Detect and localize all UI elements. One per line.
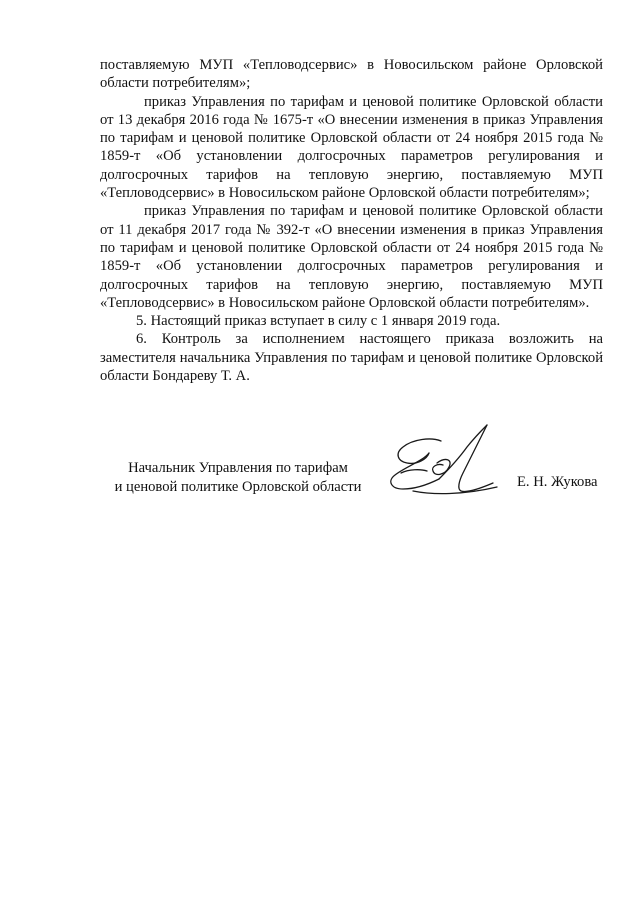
- handwritten-signature: [383, 423, 503, 513]
- paragraph-order-1675: приказ Управления по тарифам и ценовой политике Орловской области от 13 декабря 2016 года № 1675-т «О внесении изменения в приказ Управления по тарифам и ценовой политике Орловской области от 24 ноября 2015 года № 1859-т «Об установлении долгосрочных параметров регулирования и долгосрочных тарифов на тепловую энергию, поставляемую МУП «Тепловодсервис» в Новосильском районе Орловской области потребителям»;: [100, 93, 603, 202]
- document-body: [100, 56, 603, 385]
- paragraph-order-392: приказ Управления по тарифам и ценовой политике Орловской области от 11 декабря 2017 года № 392-т «О внесении изменения в приказ Управления по тарифам и ценовой политике Орловской области от 24 ноября 2015 года № 1859-т «Об установлении долгосрочных параметров регулирования и долгосрочных тарифов на тепловую энергию, поставляемую МУП «Тепловодсервис» в Новосильском районе Орловской области потребителям».: [100, 203, 603, 311]
- signatory-position-line-1: Начальник Управления по тарифам: [128, 460, 348, 476]
- paragraph-item-5: 5. Настоящий приказ вступает в силу с 1 января 2019 года.: [136, 313, 501, 330]
- signatory-position-line-2: и ценовой политике Орловской области: [114, 479, 362, 495]
- signatory-name: Е. Н. Жукова: [517, 474, 598, 490]
- paragraph-item-6: 6. Контроль за исполнением настоящего приказа возложить на заместителя начальника Управления по тарифам и ценовой политике Орловской области Бондареву Т. А.: [100, 331, 603, 385]
- paragraph-continuation: поставляемую МУП «Тепловодсервис» в Новосильском районе Орловской области потребителям»;: [100, 57, 603, 92]
- signature-block: [0, 455, 639, 515]
- signatory-position: [108, 459, 368, 497]
